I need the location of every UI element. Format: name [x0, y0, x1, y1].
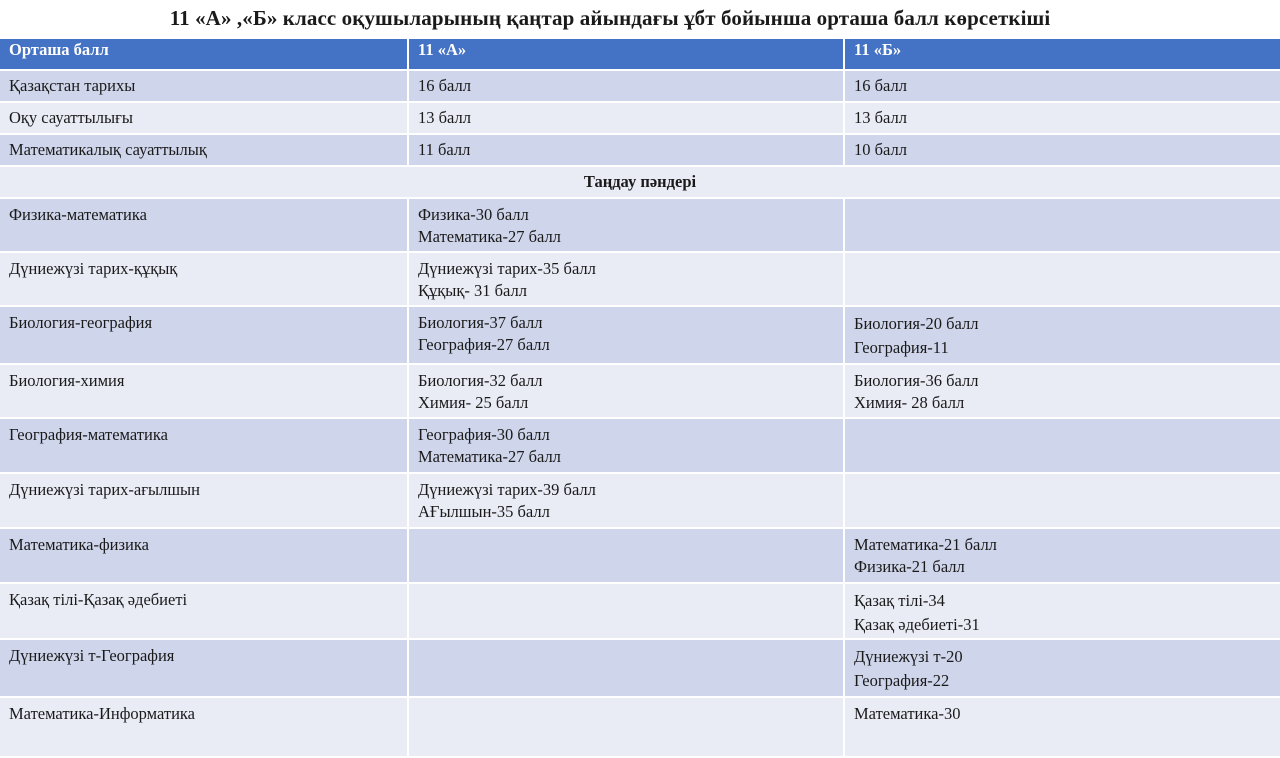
- score-11a-cell: [408, 198, 844, 252]
- score-11b-cell: [844, 252, 1280, 306]
- score-line: Физика-21 балл: [854, 557, 965, 576]
- score-11a-cell: 13 балл: [408, 102, 844, 134]
- subject-cell: Математика-физика: [0, 528, 408, 583]
- table-row: [0, 528, 1280, 583]
- table-row: [0, 252, 1280, 306]
- scores-table: [0, 39, 1280, 758]
- score-11a-cell: [408, 473, 844, 528]
- score-line: Биология-20 балл: [854, 314, 979, 333]
- score-line: География-11: [854, 338, 949, 357]
- score-line: География-30 балл: [418, 425, 550, 444]
- score-line: География-27 балл: [418, 335, 550, 354]
- score-11a-cell: [408, 252, 844, 306]
- score-11b-cell: [844, 364, 1280, 418]
- subject-cell: Биология-география: [0, 306, 408, 364]
- score-11b-cell: 10 балл: [844, 134, 1280, 166]
- subject-cell: Дүниежүзі тарих-ағылшын: [0, 473, 408, 528]
- subject-cell: Қазақстан тарихы: [0, 70, 408, 102]
- score-11a-cell: [408, 418, 844, 473]
- score-line: Биология-37 балл: [418, 313, 543, 332]
- subject-cell: Математикалық сауаттылық: [0, 134, 408, 166]
- score-11b-cell: [844, 473, 1280, 528]
- header-average-score: Орташа балл: [0, 39, 408, 70]
- score-11b-cell: [844, 697, 1280, 757]
- table-row: [0, 583, 1280, 639]
- table-row: [0, 639, 1280, 697]
- score-line: Дүниежүзі тарих-35 балл: [418, 259, 596, 278]
- score-line: Қазақ тілі-34: [854, 591, 945, 610]
- score-line: Математика-21 балл: [854, 535, 997, 554]
- table-row: [0, 473, 1280, 528]
- score-line: Математика-27 балл: [418, 227, 561, 246]
- table-row: [0, 364, 1280, 418]
- score-line: Қазақ әдебиеті-31: [854, 615, 980, 634]
- score-line: Химия- 28 балл: [854, 393, 965, 412]
- score-line: Биология-32 балл: [418, 371, 543, 390]
- score-line: Математика-30: [854, 704, 961, 723]
- score-11a-cell: [408, 306, 844, 364]
- score-line: География-22: [854, 671, 950, 690]
- table-row: [0, 697, 1280, 757]
- subject-cell: Дүниежүзі тарих-құқық: [0, 252, 408, 306]
- score-11a-cell: [408, 697, 844, 757]
- score-line: Физика-30 балл: [418, 205, 529, 224]
- score-line: Құқық- 31 балл: [418, 281, 527, 300]
- subject-cell: Қазақ тілі-Қазақ әдебиеті: [0, 583, 408, 639]
- table-row: [0, 198, 1280, 252]
- score-11b-cell: [844, 306, 1280, 364]
- table-header-row: [0, 39, 1280, 70]
- score-11a-cell: [408, 639, 844, 697]
- slide-title: 11 «А» ,«Б» класс оқушыларының қаңтар айындағы ұбт бойынша орташа балл көрсеткіші: [169, 6, 1051, 30]
- score-11a-cell: [408, 528, 844, 583]
- table-row: [0, 418, 1280, 473]
- score-line: АҒылшын-35 балл: [418, 502, 550, 521]
- header-class-11a: 11 «А»: [408, 39, 844, 70]
- section-label: Таңдау пәндері: [0, 166, 1280, 198]
- score-11b-cell: [844, 528, 1280, 583]
- score-line: Дүниежүзі т-20: [854, 647, 963, 666]
- subject-cell: Физика-математика: [0, 198, 408, 252]
- score-11b-cell: 13 балл: [844, 102, 1280, 134]
- score-11a-cell: 11 балл: [408, 134, 844, 166]
- table-row: [0, 102, 1280, 134]
- score-line: Химия- 25 балл: [418, 393, 529, 412]
- table-row: [0, 306, 1280, 364]
- score-11b-cell: [844, 639, 1280, 697]
- score-11b-cell: [844, 198, 1280, 252]
- score-11b-cell: [844, 583, 1280, 639]
- section-row: [0, 166, 1280, 198]
- subject-cell: Дүниежүзі т-География: [0, 639, 408, 697]
- subject-cell: Биология-химия: [0, 364, 408, 418]
- score-line: Биология-36 балл: [854, 371, 979, 390]
- subject-cell: География-математика: [0, 418, 408, 473]
- subject-cell: Оқу сауаттылығы: [0, 102, 408, 134]
- score-11b-cell: 16 балл: [844, 70, 1280, 102]
- score-line: Дүниежүзі тарих-39 балл: [418, 480, 596, 499]
- score-11b-cell: [844, 418, 1280, 473]
- subject-cell: Математика-Информатика: [0, 697, 408, 757]
- score-11a-cell: [408, 583, 844, 639]
- table-row: [0, 70, 1280, 102]
- score-11a-cell: [408, 364, 844, 418]
- score-line: Математика-27 балл: [418, 447, 561, 466]
- header-class-11b: 11 «Б»: [844, 39, 1280, 70]
- table-row: [0, 134, 1280, 166]
- score-11a-cell: 16 балл: [408, 70, 844, 102]
